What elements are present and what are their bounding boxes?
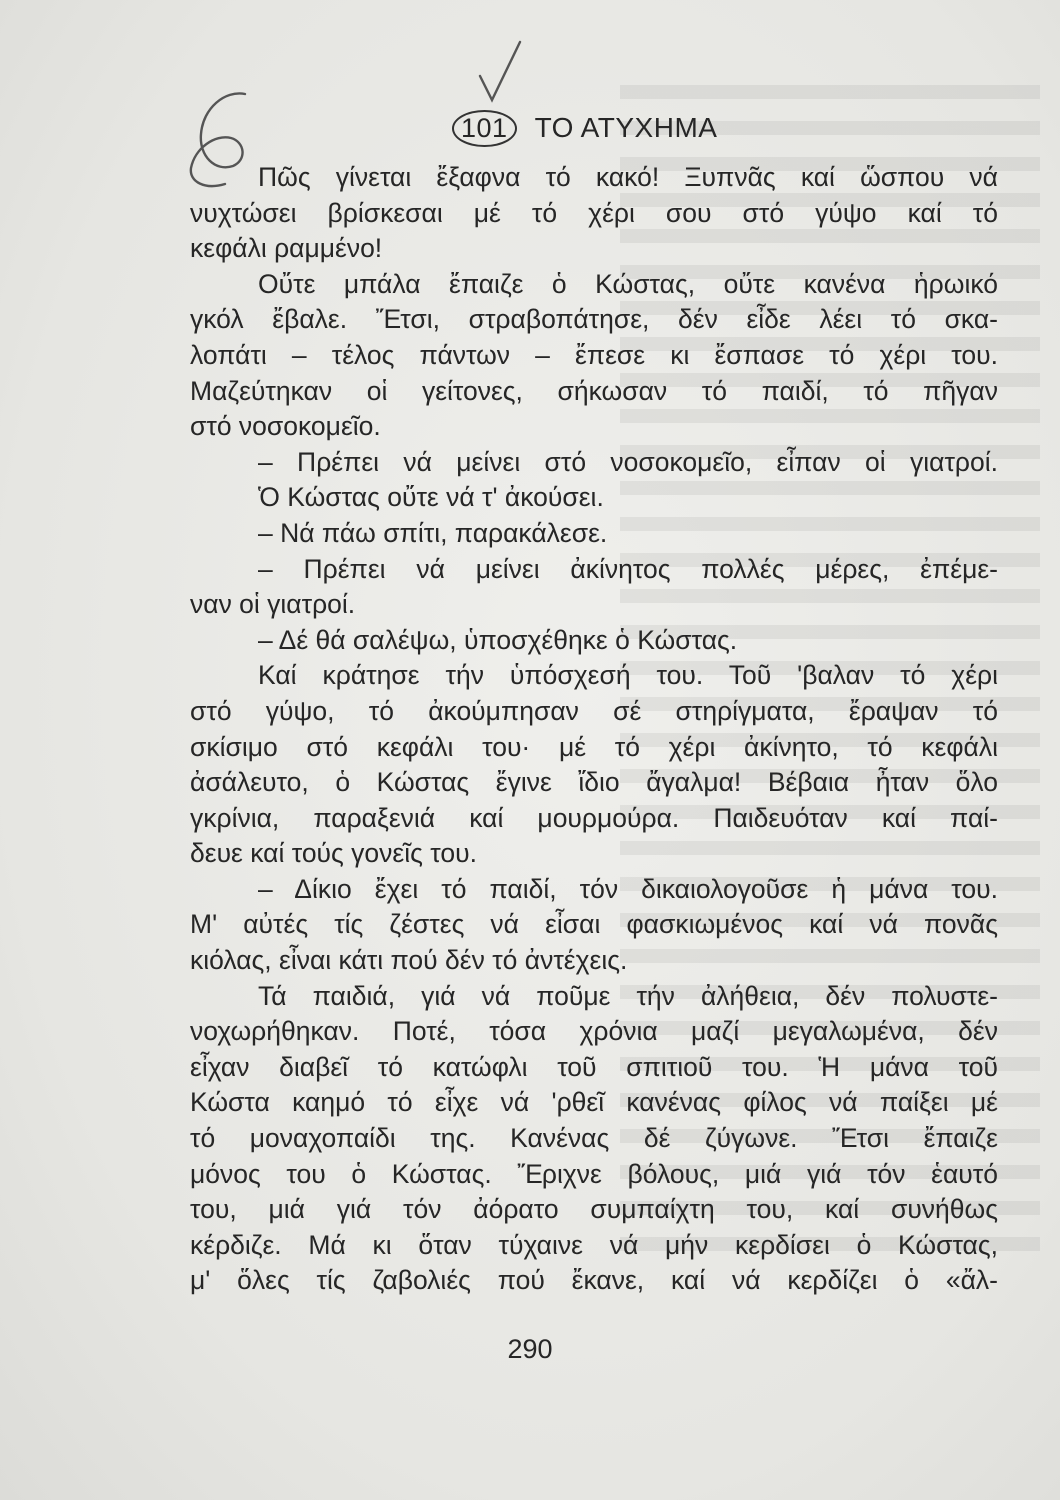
- text-line: κεφάλι ραμμένο!: [190, 233, 383, 264]
- text-line: τό μοναχοπαίδι της. Κανένας δέ ζύγωνε. Ἔτσι ἔπαιζε: [190, 1123, 998, 1154]
- text-line: ἀσάλευτο, ὁ Κώστας ἔγινε ἴδιο ἄγαλμα! Βέβαια ἦταν ὅλο: [190, 767, 998, 798]
- text-line: Ὁ Κώστας οὔτε νά τ' ἀκούσει.: [258, 482, 604, 513]
- text-line: κιόλας, εἶναι κάτι πού δέν τό ἀντέχεις.: [190, 945, 628, 976]
- text-line: Οὔτε μπάλα ἔπαιζε ὁ Κώστας, οὔτε κανένα ἡρωικό: [258, 268, 998, 299]
- text-line: γκρίνια, παραξενιά καί μουρμούρα. Παιδευόταν καί παί-: [190, 802, 998, 833]
- text-line: νυχτώσει βρίσκεσαι μέ τό χέρι σου στό γύψο καί τό: [190, 197, 998, 228]
- text-line: Καί κράτησε τήν ὑπόσχεσή του. Τοῦ 'βαλαν τό χέρι: [258, 660, 998, 691]
- text-line: – Πρέπει νά μείνει ἀκίνητος πολλές μέρες, ἐπέμε-: [258, 553, 998, 584]
- chapter-title: ΤΟ ΑΤΥΧΗΜΑ: [534, 112, 718, 143]
- page-number: 290: [507, 1334, 553, 1364]
- text-line: εἶχαν διαβεῖ τό κατώφλι τοῦ σπιτιοῦ του. Ἡ μάνα τοῦ: [190, 1051, 998, 1082]
- text-line: Πῶς γίνεται ἔξαφνα τό κακό! Ξυπνᾶς καί ὥσπου νά: [258, 162, 998, 192]
- checkmark-icon: [462, 36, 532, 106]
- text-line: στό γύψο, τό ἀκούμπησαν σέ στηρίγματα, ἔραψαν τό: [190, 695, 998, 726]
- text-line: – Δίκιο ἔχει τό παιδί, τόν δικαιολογοῦσε ἡ μάνα του.: [258, 873, 998, 904]
- text-line: μ' ὅλες τίς ζαβολιές πού ἔκανε, καί νά κερδίζει ὁ «ἄλ-: [190, 1265, 998, 1296]
- text-line: Τά παιδιά, γιά νά ποῦμε τήν ἀλήθεια, δέν πολυστε-: [258, 980, 998, 1011]
- text-line: του, μιά γιά τόν ἀόρατο συμπαίχτη του, καί συνήθως: [190, 1194, 998, 1225]
- chapter-number: 101: [452, 110, 517, 147]
- text-line: Μαζεύτηκαν οἱ γείτονες, σήκωσαν τό παιδί, τό πῆγαν: [190, 375, 998, 406]
- body-text: [190, 160, 998, 1299]
- text-line: νοχωρήθηκαν. Ποτέ, τόσα χρόνια μαζί μεγαλωμένα, δέν: [190, 1016, 998, 1047]
- text-line: λοπάτι – τέλος πάντων – ἔπεσε κι ἔσπασε τό χέρι του.: [190, 339, 998, 370]
- text-line: γκόλ ἔβαλε. Ἔτσι, στραβοπάτησε, δέν εἶδε λέει τό σκα-: [190, 304, 998, 335]
- text-line: στό νοσοκομεῖο.: [190, 411, 381, 442]
- text-line: Κώστα καημό τό εἶχε νά 'ρθεῖ κανένας φίλος νά παίξει μέ: [190, 1087, 998, 1118]
- text-line: – Δέ θά σαλέψω, ὑποσχέθηκε ὁ Κώστας.: [258, 624, 738, 655]
- text-line: δευε καί τούς γονεῖς του.: [190, 838, 477, 869]
- text-line: ναν οἱ γιατροί.: [190, 589, 356, 620]
- chapter-heading: [452, 106, 717, 150]
- text-line: Μ' αὐτές τίς ζέστες νά εἶσαι φασκιωμένος καί νά πονᾶς: [190, 909, 998, 940]
- text-line: κέρδιζε. Μά κι ὅταν τύχαινε νά μήν κερδίσει ὁ Κώστας,: [190, 1229, 998, 1260]
- text-line: – Πρέπει νά μείνει στό νοσοκομεῖο, εἶπαν οἱ γιατροί.: [258, 446, 998, 477]
- text-line: μόνος του ὁ Κώστας. Ἔριχνε βόλους, μιά γιά τόν ἑαυτό: [190, 1158, 998, 1189]
- text-line: – Νά πάω σπίτι, παρακάλεσε.: [258, 517, 608, 548]
- text-line: σκίσιμο στό κεφάλι του· μέ τό χέρι ἀκίνητο, τό κεφάλι: [190, 731, 998, 762]
